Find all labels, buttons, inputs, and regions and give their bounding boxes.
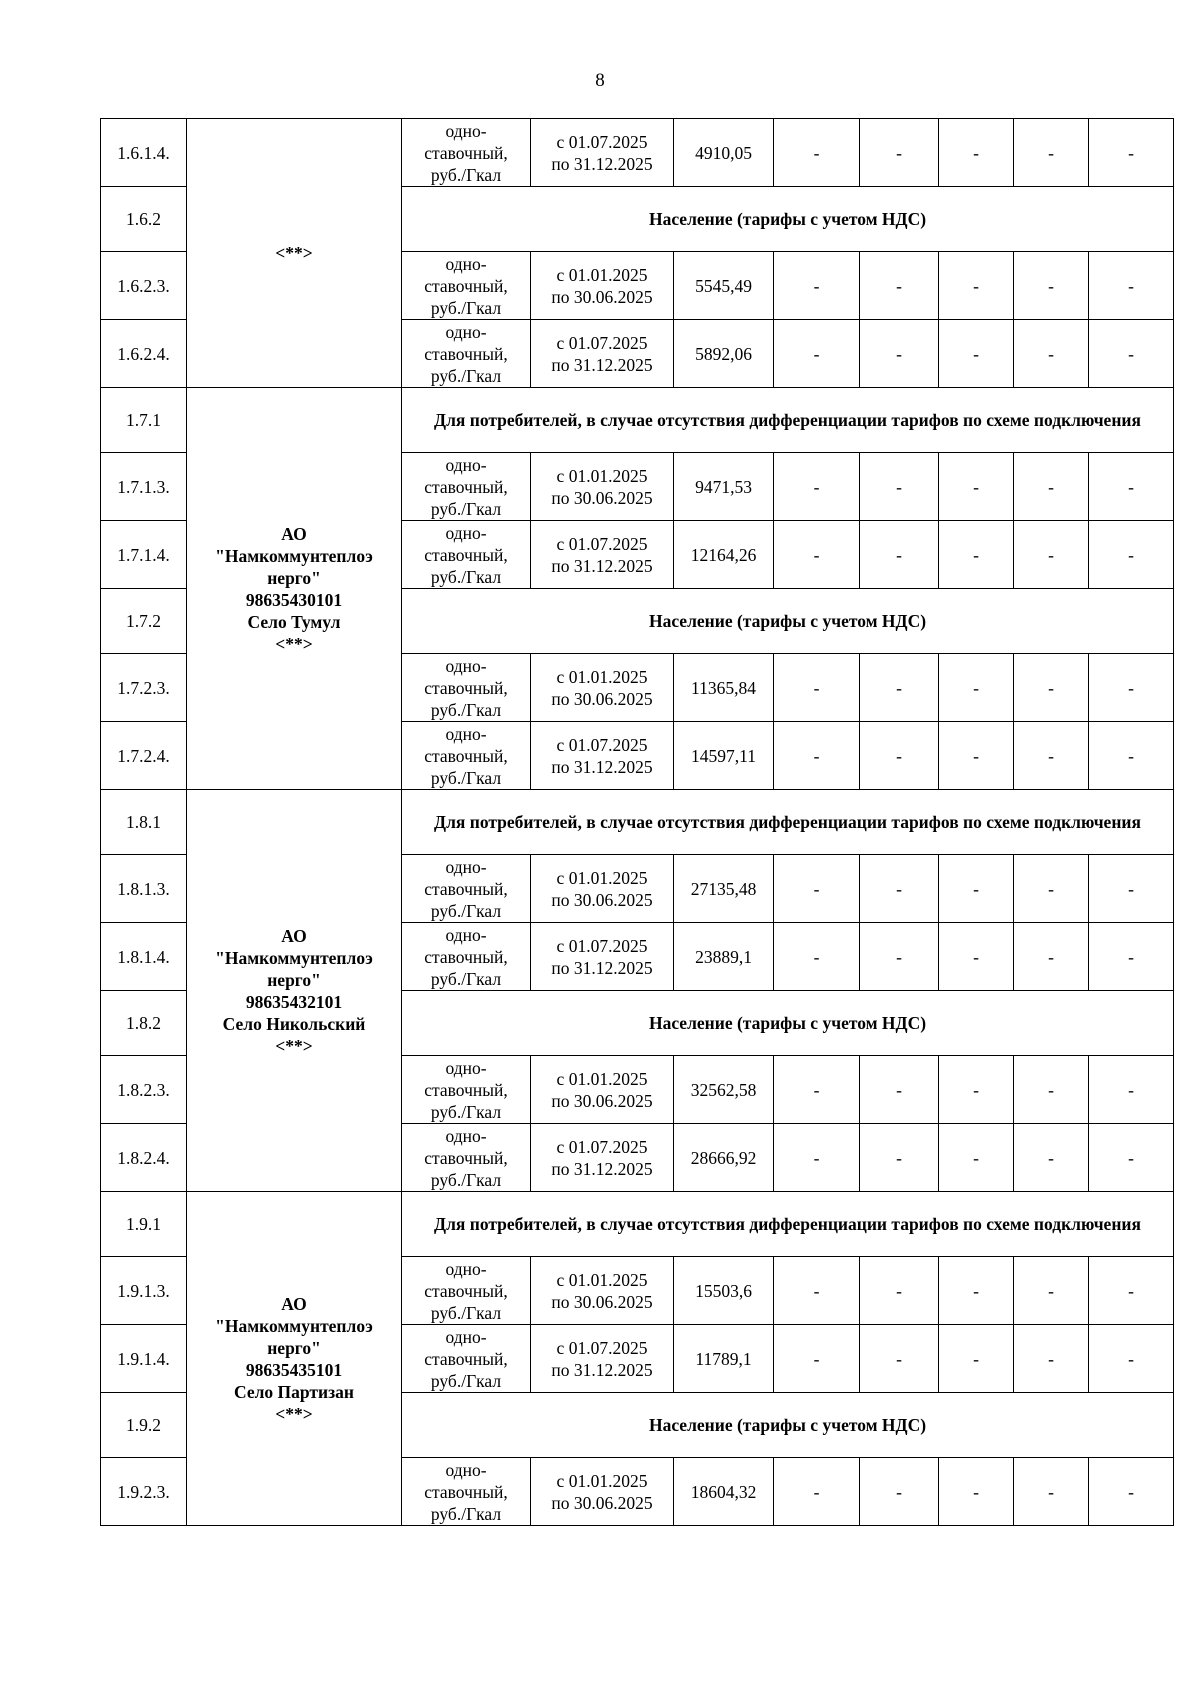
tariff-value: 28666,92 [674,1124,774,1192]
tariff-value: 23889,1 [674,923,774,991]
empty-value-dash: - [939,119,1014,187]
rate-type-cell [402,1124,531,1192]
rate-type-cell [402,320,531,388]
text-line: одно- [445,1258,487,1279]
row-code: 1.7.2 [101,589,187,654]
text-line: с 01.01.2025 [556,666,648,687]
tariff-value: 15503,6 [674,1257,774,1325]
empty-value-dash: - [860,1325,939,1393]
row-code: 1.7.2.3. [101,654,187,722]
empty-value-dash: - [1014,1257,1089,1325]
empty-value-dash: - [860,1257,939,1325]
rate-type-cell [402,654,531,722]
empty-value-dash: - [1089,923,1174,991]
text-line: АО [281,1293,307,1314]
row-code: 1.8.1.4. [101,923,187,991]
empty-value-dash: - [1014,252,1089,320]
rate-type-cell [402,1325,531,1393]
period-cell [531,1325,674,1393]
period-cell [531,252,674,320]
tariff-value: 5545,49 [674,252,774,320]
text-line: ставочный, [424,878,508,899]
text-line: ставочный, [424,946,508,967]
empty-value-dash: - [939,320,1014,388]
text-line: одно- [445,924,487,945]
empty-value-dash: - [939,923,1014,991]
text-line: одно- [445,1459,487,1480]
empty-value-dash: - [1089,320,1174,388]
tariff-value: 18604,32 [674,1458,774,1526]
text-line: руб./Гкал [430,900,502,921]
empty-value-dash: - [1089,654,1174,722]
text-line: с 01.07.2025 [556,533,648,554]
text-line: по 31.12.2025 [551,756,653,777]
group-header-row [101,388,1174,453]
empty-value-dash: - [1014,855,1089,923]
text-line: Село Партизан [234,1381,354,1402]
organization-cell [187,790,402,1192]
text-line: по 30.06.2025 [551,889,653,910]
text-line: одно- [445,723,487,744]
text-line: ставочный, [424,343,508,364]
empty-value-dash: - [860,252,939,320]
text-line: ставочный, [424,1280,508,1301]
text-line: одно- [445,253,487,274]
empty-value-dash: - [1089,1056,1174,1124]
empty-value-dash: - [774,855,860,923]
text-line: руб./Гкал [430,767,502,788]
empty-value-dash: - [1014,320,1089,388]
group-header: Для потребителей, в случае отсутствия дифференциации тарифов по схеме подключения [402,790,1174,855]
text-line: с 01.07.2025 [556,131,648,152]
row-code: 1.7.1 [101,388,187,453]
empty-value-dash: - [1014,119,1089,187]
text-line: по 31.12.2025 [551,957,653,978]
text-line: одно- [445,655,487,676]
empty-value-dash: - [774,1325,860,1393]
row-code: 1.8.1 [101,790,187,855]
tariff-value: 4910,05 [674,119,774,187]
text-line: одно- [445,1057,487,1078]
empty-value-dash: - [939,252,1014,320]
empty-value-dash: - [774,521,860,589]
text-line: одно- [445,856,487,877]
text-line: АО [281,523,307,544]
tariff-value: 12164,26 [674,521,774,589]
empty-value-dash: - [860,1124,939,1192]
text-line: с 01.07.2025 [556,332,648,353]
text-line: одно- [445,120,487,141]
empty-value-dash: - [1089,855,1174,923]
text-line: "Намкоммунтеплоэ [215,1315,373,1336]
row-code: 1.7.2.4. [101,722,187,790]
period-cell [531,855,674,923]
text-line: ставочный, [424,142,508,163]
row-code: 1.9.1 [101,1192,187,1257]
text-line: ставочный, [424,745,508,766]
tariff-value: 11365,84 [674,654,774,722]
rate-type-cell [402,923,531,991]
empty-value-dash: - [860,1056,939,1124]
empty-value-dash: - [939,722,1014,790]
row-code: 1.6.2.4. [101,320,187,388]
text-line: руб./Гкал [430,968,502,989]
text-line: ставочный, [424,1481,508,1502]
text-line: ставочный, [424,1348,508,1369]
empty-value-dash: - [939,654,1014,722]
text-line: "Намкоммунтеплоэ [215,947,373,968]
row-code: 1.8.2.4. [101,1124,187,1192]
empty-value-dash: - [1089,1458,1174,1526]
row-code: 1.6.2.3. [101,252,187,320]
empty-value-dash: - [860,923,939,991]
text-line: руб./Гкал [430,1101,502,1122]
text-line: 98635435101 [245,1359,343,1380]
text-line: руб./Гкал [430,699,502,720]
text-line: по 31.12.2025 [551,153,653,174]
text-line: руб./Гкал [430,365,502,386]
empty-value-dash: - [939,1124,1014,1192]
rate-type-cell [402,521,531,589]
rate-type-cell [402,722,531,790]
text-line: нерго" [267,1337,321,1358]
empty-value-dash: - [1014,1458,1089,1526]
empty-value-dash: - [1089,119,1174,187]
empty-value-dash: - [939,521,1014,589]
period-cell [531,453,674,521]
empty-value-dash: - [939,1458,1014,1526]
text-line: "Намкоммунтеплоэ [215,545,373,566]
row-code: 1.6.2 [101,187,187,252]
text-line: руб./Гкал [430,566,502,587]
empty-value-dash: - [774,923,860,991]
group-header: Для потребителей, в случае отсутствия дифференциации тарифов по схеме подключения [402,1192,1174,1257]
empty-value-dash: - [774,252,860,320]
empty-value-dash: - [860,521,939,589]
text-line: по 30.06.2025 [551,1492,653,1513]
empty-value-dash: - [860,119,939,187]
group-header: Для потребителей, в случае отсутствия дифференциации тарифов по схеме подключения [402,388,1174,453]
text-line: Село Тумул [247,611,341,632]
rate-type-cell [402,1056,531,1124]
tariff-table-body [101,119,1174,1526]
text-line: по 31.12.2025 [551,555,653,576]
empty-value-dash: - [774,453,860,521]
period-cell [531,1257,674,1325]
empty-value-dash: - [939,1325,1014,1393]
text-line: <**> [275,1403,313,1424]
empty-value-dash: - [1089,521,1174,589]
text-line: одно- [445,454,487,475]
rate-type-cell [402,1458,531,1526]
empty-value-dash: - [939,453,1014,521]
empty-value-dash: - [774,1124,860,1192]
row-code: 1.7.1.4. [101,521,187,589]
period-cell [531,521,674,589]
text-line: по 30.06.2025 [551,487,653,508]
empty-value-dash: - [1014,654,1089,722]
period-cell [531,722,674,790]
empty-value-dash: - [1014,1124,1089,1192]
tariff-value: 9471,53 [674,453,774,521]
empty-value-dash: - [1089,252,1174,320]
text-line: руб./Гкал [430,164,502,185]
organization-cell [187,119,402,388]
empty-value-dash: - [774,654,860,722]
text-line: руб./Гкал [430,1169,502,1190]
group-header: Население (тарифы с учетом НДС) [402,1393,1174,1458]
table-row [101,119,1174,187]
row-code: 1.9.2.3. [101,1458,187,1526]
empty-value-dash: - [774,119,860,187]
rate-type-cell [402,1257,531,1325]
empty-value-dash: - [860,654,939,722]
row-code: 1.9.1.4. [101,1325,187,1393]
period-cell [531,1056,674,1124]
text-line: по 30.06.2025 [551,688,653,709]
text-line: с 01.01.2025 [556,1470,648,1491]
row-code: 1.8.2.3. [101,1056,187,1124]
text-line: с 01.01.2025 [556,264,648,285]
row-code: 1.8.2 [101,991,187,1056]
empty-value-dash: - [774,1056,860,1124]
text-line: <**> [275,243,313,263]
text-line: одно- [445,1125,487,1146]
empty-value-dash: - [774,1458,860,1526]
text-line: <**> [275,633,313,654]
empty-value-dash: - [939,1056,1014,1124]
empty-value-dash: - [860,1458,939,1526]
empty-value-dash: - [1014,1056,1089,1124]
text-line: с 01.01.2025 [556,867,648,888]
text-line: по 31.12.2025 [551,1158,653,1179]
text-line: с 01.01.2025 [556,1068,648,1089]
group-header-row [101,790,1174,855]
empty-value-dash: - [860,320,939,388]
text-line: АО [281,925,307,946]
text-line: по 30.06.2025 [551,286,653,307]
text-line: 98635430101 [245,589,343,610]
text-line: с 01.01.2025 [556,465,648,486]
empty-value-dash: - [774,320,860,388]
text-line: по 30.06.2025 [551,1291,653,1312]
empty-value-dash: - [774,1257,860,1325]
text-line: одно- [445,522,487,543]
text-line: <**> [275,1035,313,1056]
group-header: Население (тарифы с учетом НДС) [402,589,1174,654]
text-line: с 01.07.2025 [556,1136,648,1157]
rate-type-cell [402,252,531,320]
text-line: с 01.07.2025 [556,935,648,956]
text-line: руб./Гкал [430,1503,502,1524]
text-line: с 01.07.2025 [556,734,648,755]
text-line: по 30.06.2025 [551,1090,653,1111]
period-cell [531,654,674,722]
text-line: руб./Гкал [430,297,502,318]
period-cell [531,1458,674,1526]
text-line: по 31.12.2025 [551,354,653,375]
group-header: Население (тарифы с учетом НДС) [402,187,1174,252]
text-line: ставочный, [424,677,508,698]
text-line: ставочный, [424,544,508,565]
text-line: одно- [445,1326,487,1347]
period-cell [531,923,674,991]
empty-value-dash: - [1089,453,1174,521]
text-line: ставочный, [424,1147,508,1168]
text-line: одно- [445,321,487,342]
text-line: с 01.07.2025 [556,1337,648,1358]
tariff-value: 27135,48 [674,855,774,923]
period-cell [531,1124,674,1192]
empty-value-dash: - [1089,1124,1174,1192]
organization-cell [187,388,402,790]
text-line: ставочный, [424,275,508,296]
empty-value-dash: - [1014,722,1089,790]
text-line: руб./Гкал [430,498,502,519]
text-line: нерго" [267,567,321,588]
empty-value-dash: - [1089,722,1174,790]
row-code: 1.9.2 [101,1393,187,1458]
text-line: по 31.12.2025 [551,1359,653,1380]
rate-type-cell [402,453,531,521]
text-line: нерго" [267,969,321,990]
tariff-value: 14597,11 [674,722,774,790]
tariff-value: 5892,06 [674,320,774,388]
group-header-row [101,1192,1174,1257]
text-line: 98635432101 [245,991,343,1012]
empty-value-dash: - [1089,1257,1174,1325]
empty-value-dash: - [1014,923,1089,991]
empty-value-dash: - [1014,453,1089,521]
empty-value-dash: - [860,722,939,790]
row-code: 1.8.1.3. [101,855,187,923]
empty-value-dash: - [939,1257,1014,1325]
period-cell [531,320,674,388]
row-code: 1.7.1.3. [101,453,187,521]
tariff-value: 11789,1 [674,1325,774,1393]
group-header: Население (тарифы с учетом НДС) [402,991,1174,1056]
empty-value-dash: - [1089,1325,1174,1393]
empty-value-dash: - [1014,521,1089,589]
empty-value-dash: - [939,855,1014,923]
row-code: 1.6.1.4. [101,119,187,187]
text-line: ставочный, [424,1079,508,1100]
empty-value-dash: - [860,855,939,923]
text-line: с 01.01.2025 [556,1269,648,1290]
rate-type-cell [402,855,531,923]
text-line: руб./Гкал [430,1370,502,1391]
period-cell [531,119,674,187]
page-number: 8 [595,70,605,91]
text-line: ставочный, [424,476,508,497]
rate-type-cell [402,119,531,187]
row-code: 1.9.1.3. [101,1257,187,1325]
empty-value-dash: - [1014,1325,1089,1393]
tariff-table [100,118,1174,1526]
organization-cell [187,1192,402,1526]
text-line: руб./Гкал [430,1302,502,1323]
text-line: Село Никольский [222,1013,366,1034]
tariff-value: 32562,58 [674,1056,774,1124]
empty-value-dash: - [774,722,860,790]
empty-value-dash: - [860,453,939,521]
